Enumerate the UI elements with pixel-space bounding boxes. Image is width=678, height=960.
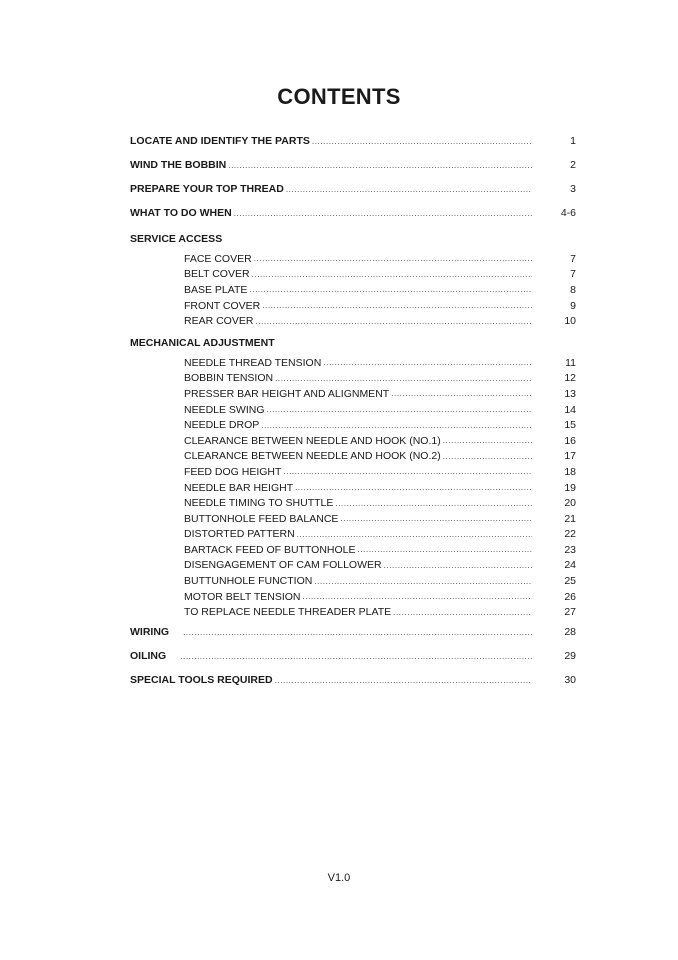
toc-entry[interactable] — [130, 573, 576, 589]
toc-entry[interactable] — [130, 251, 576, 267]
dot-leader — [262, 301, 532, 310]
toc-page-number: 9 — [570, 299, 576, 312]
toc-entry[interactable] — [130, 386, 576, 402]
toc-entry-label: PRESSER BAR HEIGHT AND ALIGNMENT — [184, 387, 390, 400]
toc-entry[interactable] — [130, 511, 576, 527]
toc-entry-label: FRONT COVER — [184, 299, 261, 312]
toc-entry-label: CLEARANCE BETWEEN NEEDLE AND HOOK (NO.2) — [184, 450, 441, 463]
dot-leader — [393, 608, 532, 617]
toc-entry-label: NEEDLE TIMING TO SHUTTLE — [184, 497, 334, 510]
toc-entry[interactable] — [130, 371, 576, 387]
toc-entry-label: BASE PLATE — [184, 283, 248, 296]
toc-entry[interactable] — [130, 589, 576, 605]
dot-leader — [391, 389, 532, 398]
toc-entry[interactable] — [130, 298, 576, 314]
toc-entry[interactable] — [130, 527, 576, 543]
toc-entry-label: SERVICE ACCESS — [130, 233, 223, 245]
toc-page-number: 18 — [564, 465, 576, 478]
toc-entry[interactable] — [130, 129, 576, 153]
toc-entry-label: LOCATE AND IDENTIFY THE PARTS — [130, 135, 310, 147]
toc-page-number: 30 — [564, 674, 576, 687]
toc-entry-label: WIRING — [130, 626, 170, 639]
toc-page-number: 4-6 — [560, 207, 576, 219]
toc-entry[interactable] — [130, 313, 576, 329]
toc-entry-label: BUTTUNHOLE FUNCTION — [184, 575, 313, 588]
dot-leader — [261, 421, 532, 430]
dot-leader — [183, 628, 532, 637]
toc-page-number: 21 — [564, 512, 576, 525]
toc-entry[interactable] — [130, 668, 576, 692]
toc-page-number: 8 — [570, 283, 576, 296]
toc-entry-label: TO REPLACE NEEDLE THREADER PLATE — [184, 606, 392, 619]
toc-entry-label: SPECIAL TOOLS REQUIRED — [130, 674, 273, 687]
toc-page-number: 27 — [564, 606, 576, 619]
dot-leader — [249, 285, 532, 294]
toc-page-number: 29 — [564, 650, 576, 663]
toc-entry[interactable] — [130, 542, 576, 558]
toc-entry-label: BARTACK FEED OF BUTTONHOLE — [184, 543, 356, 556]
toc-entry-label: FACE COVER — [184, 252, 252, 265]
toc-entry-label: OILING — [130, 650, 167, 663]
toc-page-number: 11 — [565, 356, 576, 369]
toc-page-number: 28 — [564, 626, 576, 639]
toc-entry-label: BUTTONHOLE FEED BALANCE — [184, 512, 339, 525]
toc-entry[interactable] — [130, 402, 576, 418]
toc-entry-label: PREPARE YOUR TOP THREAD — [130, 183, 284, 195]
toc-page-number: 20 — [564, 497, 576, 510]
dot-leader — [358, 545, 532, 554]
dot-leader — [443, 436, 532, 445]
toc-page-number: 15 — [564, 419, 576, 432]
toc-entry[interactable] — [130, 331, 576, 355]
dot-leader — [384, 561, 532, 570]
toc-page-number: 23 — [564, 543, 576, 556]
toc-page-number: 19 — [564, 481, 576, 494]
toc-entry[interactable] — [130, 355, 576, 371]
toc-entry[interactable] — [130, 620, 576, 644]
toc-page-number: 2 — [570, 159, 576, 171]
dot-leader — [314, 577, 532, 586]
toc-entry-label: REAR COVER — [184, 315, 254, 328]
dot-leader — [283, 467, 532, 476]
toc-entry[interactable] — [130, 449, 576, 465]
toc-page-number: 25 — [564, 575, 576, 588]
toc-entry-label: DISTORTED PATTERN — [184, 528, 295, 541]
toc-entry-label: DISENGAGEMENT OF CAM FOLLOWER — [184, 559, 382, 572]
dot-leader — [340, 514, 532, 523]
toc-page-number: 14 — [564, 403, 576, 416]
dot-leader — [228, 161, 532, 170]
toc-entry[interactable] — [130, 227, 576, 251]
toc-entry[interactable] — [130, 433, 576, 449]
toc-page-number: 7 — [570, 268, 576, 281]
toc-page-number: 10 — [564, 315, 576, 328]
toc-page-number: 24 — [564, 559, 576, 572]
toc-entry-label: FEED DOG HEIGHT — [184, 465, 282, 478]
dot-leader — [286, 185, 532, 194]
toc-page-number: 7 — [570, 252, 576, 265]
toc-entry[interactable] — [130, 153, 576, 177]
toc-entry-label: MOTOR BELT TENSION — [184, 590, 301, 603]
dot-leader — [180, 652, 532, 661]
page-title: CONTENTS — [277, 84, 401, 109]
toc-entry[interactable] — [130, 604, 576, 620]
toc-entry-label: WIND THE BOBBIN — [130, 159, 227, 171]
toc-page-number: 26 — [564, 590, 576, 603]
toc-entry[interactable] — [130, 267, 576, 283]
toc-entry[interactable] — [130, 201, 576, 225]
toc-entry-label: WHAT TO DO WHEN — [130, 207, 232, 219]
toc-entry[interactable] — [130, 464, 576, 480]
toc-page-number: 13 — [564, 387, 576, 400]
dot-leader — [267, 405, 532, 414]
toc-entry[interactable] — [130, 480, 576, 496]
toc-entry-label: NEEDLE THREAD TENSION — [184, 356, 322, 369]
toc-page-number: 17 — [564, 450, 576, 463]
dot-leader — [255, 317, 532, 326]
toc-entry[interactable] — [130, 558, 576, 574]
dot-leader — [275, 676, 532, 685]
toc-entry-label: NEEDLE BAR HEIGHT — [184, 481, 294, 494]
dot-leader — [252, 270, 532, 279]
dot-leader — [303, 592, 533, 601]
toc-entry[interactable] — [130, 644, 576, 668]
toc-entry[interactable] — [130, 417, 576, 433]
toc-entry-label: MECHANICAL ADJUSTMENT — [130, 336, 275, 349]
dot-leader — [312, 137, 532, 146]
version-label: V1.0 — [327, 872, 351, 884]
toc-entry-label: NEEDLE SWING — [184, 403, 265, 416]
dot-leader — [443, 452, 532, 461]
dot-leader — [297, 530, 532, 539]
dot-leader — [335, 499, 532, 508]
toc-entry-label: CLEARANCE BETWEEN NEEDLE AND HOOK (NO.1) — [184, 434, 441, 447]
toc-entry[interactable] — [130, 177, 576, 201]
toc-entry-label: NEEDLE DROP — [184, 419, 260, 432]
toc-page-number: 22 — [564, 528, 576, 541]
dot-leader — [275, 374, 532, 383]
table-of-contents — [130, 129, 576, 692]
toc-page-number: 3 — [570, 183, 576, 195]
toc-entry[interactable] — [130, 495, 576, 511]
toc-entry[interactable] — [130, 282, 576, 298]
dot-leader — [323, 358, 532, 367]
toc-entry-label: BOBBIN TENSION — [184, 372, 274, 385]
toc-entry-label: BELT COVER — [184, 268, 250, 281]
dot-leader — [254, 254, 532, 263]
toc-page-number: 1 — [570, 135, 576, 147]
dot-leader — [295, 483, 532, 492]
dot-leader — [234, 209, 532, 218]
toc-page-number: 12 — [564, 372, 576, 385]
toc-page-number: 16 — [564, 434, 576, 447]
